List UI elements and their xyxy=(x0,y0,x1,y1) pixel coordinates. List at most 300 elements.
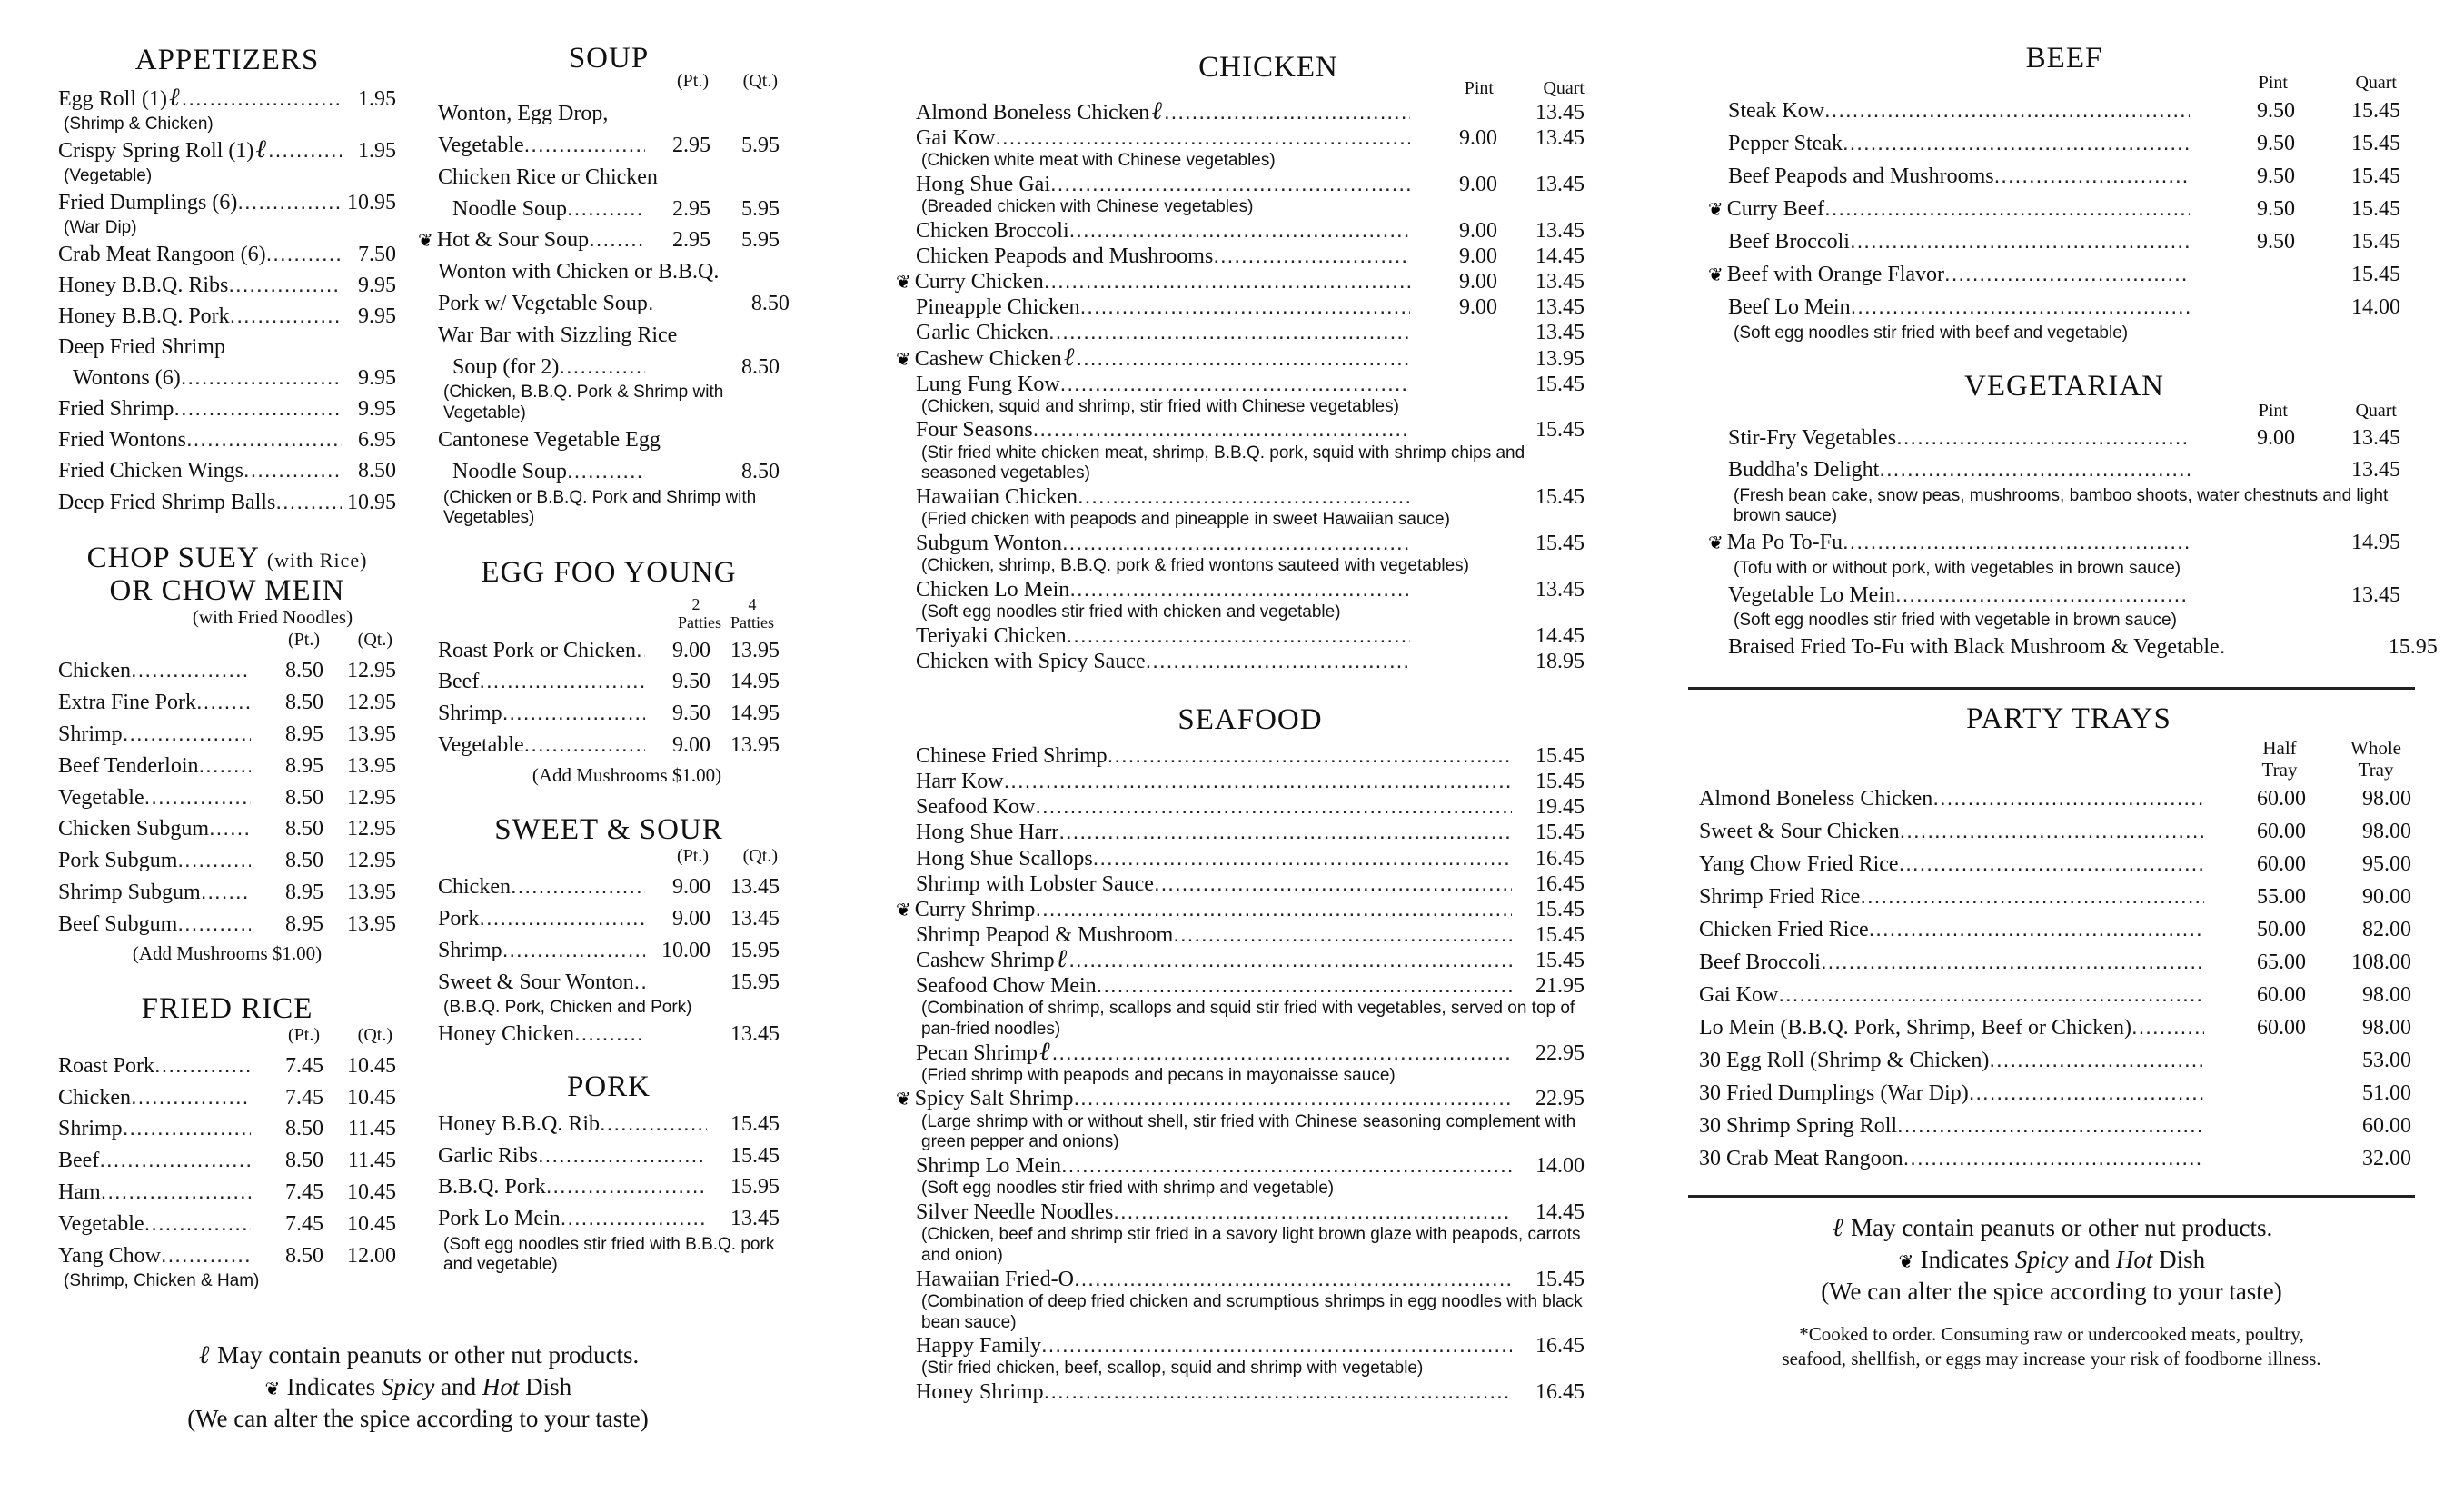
menu-item-row xyxy=(916,794,1585,820)
dot-leader xyxy=(201,877,251,909)
menu-item-row xyxy=(58,187,396,218)
menu-item-row xyxy=(1699,848,2411,881)
menu-item-price: 15.45 xyxy=(1535,948,1585,972)
menu-item xyxy=(58,135,396,187)
menu-item-description: (Soft egg noodles stir fried with shrimp and vegetable) xyxy=(921,1179,1335,1199)
menu-item xyxy=(1699,1110,2411,1142)
dot-leader xyxy=(1897,1110,2204,1142)
dot-leader xyxy=(1061,1153,1512,1179)
menu-item-name: Hong Shue Harr xyxy=(916,821,1059,845)
menu-item-row xyxy=(916,944,1585,973)
dot-leader xyxy=(243,455,342,486)
menu-item-price-small: 10.00 xyxy=(661,938,710,962)
menu-item-price-large: 98.00 xyxy=(2362,786,2411,811)
menu-item-row xyxy=(916,97,1585,126)
column-headers: (Pt.) (Qt.) xyxy=(288,1024,392,1045)
pepper-icon: ❦ xyxy=(896,1090,911,1110)
menu-item xyxy=(58,487,396,518)
menu-item-name: Honey Shrimp xyxy=(916,1380,1044,1405)
menu-item xyxy=(58,909,396,941)
menu-item-price-small: 2.95 xyxy=(672,196,710,221)
menu-item-price: 15.45 xyxy=(730,1112,780,1137)
menu-item xyxy=(916,743,1585,769)
menu-item xyxy=(1708,527,2400,579)
menu-item-price: 7.50 xyxy=(358,242,396,266)
menu-item-price-large: 13.45 xyxy=(1535,219,1585,244)
menu-item-price-large: 13.95 xyxy=(347,911,396,936)
menu-item-description: (Combination of shrimp, scallops and squid stir fried with vegetables, served on top of pan-fried noodles) xyxy=(921,999,1575,1039)
menu-item-price-large: 10.45 xyxy=(347,1053,396,1078)
dot-leader xyxy=(1069,577,1410,602)
menu-item-row xyxy=(916,846,1585,871)
dot-leader xyxy=(1824,193,2190,225)
menu-item xyxy=(916,577,1585,623)
menu-item-price-large: 13.45 xyxy=(730,1022,780,1047)
dot-leader xyxy=(1213,244,1410,269)
menu-item-row xyxy=(58,239,396,270)
menu-item-price: 16.45 xyxy=(1535,1380,1585,1405)
menu-item-name: Shrimp with Lobster Sauce xyxy=(916,871,1154,896)
menu-item-name: Wontons (6) xyxy=(73,366,181,391)
menu-item-price-large: 14.00 xyxy=(2351,295,2400,320)
menu-item-row xyxy=(1728,423,2400,454)
menu-item-price-large: 14.45 xyxy=(1535,623,1585,648)
menu-item-price: 15.95 xyxy=(730,1175,780,1199)
menu-item-row xyxy=(1708,258,2400,291)
menu-item xyxy=(58,1209,396,1240)
menu-item-name: Beef xyxy=(438,670,480,694)
dot-leader xyxy=(174,393,342,424)
menu-item-name: Spicy Salt Shrimp xyxy=(914,1087,1074,1111)
menu-item-name: Almond Boneless Chicken xyxy=(916,101,1150,125)
menu-item-description: (War Dip) xyxy=(64,218,137,238)
menu-item-price-large: 13.45 xyxy=(730,875,780,900)
menu-item-name: Vegetable xyxy=(438,134,524,158)
menu-item-name: Shrimp Subgum xyxy=(58,880,201,904)
menu-item-price-large: 15.95 xyxy=(2388,634,2438,659)
sweet-sour-section xyxy=(438,813,780,1050)
menu-item xyxy=(1728,160,2400,193)
menu-item-price-small: 9.00 xyxy=(1459,244,1497,269)
pepper-icon: ❦ xyxy=(896,900,911,921)
dot-leader xyxy=(1944,258,2190,291)
dot-leader xyxy=(199,751,252,782)
fried-rice-section xyxy=(58,992,396,1293)
menu-item xyxy=(1708,193,2400,225)
menu-item-price-large: 11.45 xyxy=(347,1117,396,1141)
menu-item-price-small: 7.45 xyxy=(285,1085,323,1110)
menu-item xyxy=(916,1333,1585,1379)
menu-item-name: Chicken with Spicy Sauce xyxy=(916,649,1146,673)
menu-item-row xyxy=(916,922,1585,948)
menu-item-name: Beef Broccoli xyxy=(1699,950,1821,974)
menu-item-price-large: 13.95 xyxy=(347,880,396,904)
menu-item-name: Fried Wontons xyxy=(58,428,186,453)
pepper-icon: ❦ xyxy=(418,231,433,252)
section-title: EGG FOO YOUNG xyxy=(481,556,737,590)
dot-leader xyxy=(1932,782,2204,815)
menu-item-price: 15.45 xyxy=(730,1143,780,1168)
menu-item-row xyxy=(58,1177,396,1209)
dot-leader xyxy=(230,301,342,332)
menu-item-name: Deep Fried Shrimp Balls xyxy=(58,490,276,514)
menu-item-name: Wonton, Egg Drop, xyxy=(438,102,609,126)
menu-item xyxy=(58,687,396,719)
soup-list xyxy=(418,98,790,529)
menu-item-name: Crab Meat Rangoon (6) xyxy=(58,242,266,266)
menu-item xyxy=(916,1379,1585,1405)
menu-item-row xyxy=(438,162,780,194)
menu-item-row xyxy=(1699,782,2411,815)
dot-leader xyxy=(1994,160,2190,193)
menu-item xyxy=(916,846,1585,871)
menu-item xyxy=(438,730,780,761)
menu-item-price-large: 12.95 xyxy=(347,659,396,683)
dot-leader xyxy=(1048,320,1410,345)
menu-item-price-large: 5.95 xyxy=(741,196,780,221)
menu-item-price-small: 8.50 xyxy=(285,1117,323,1141)
section-title: SOUP xyxy=(568,42,650,75)
dot-leader xyxy=(1052,1040,1512,1066)
dot-leader xyxy=(177,845,251,877)
dot-leader xyxy=(1903,1142,2204,1175)
menu-item-price: 9.95 xyxy=(358,304,396,329)
menu-item-row xyxy=(1728,95,2400,127)
menu-item xyxy=(438,352,780,424)
menu-item-name: Vegetable xyxy=(438,732,524,757)
menu-item-price-small: 65.00 xyxy=(2257,950,2306,974)
menu-item-price: 15.45 xyxy=(1535,821,1585,845)
menu-item xyxy=(916,794,1585,820)
menu-item-row xyxy=(438,194,780,225)
menu-item-price-small: 9.00 xyxy=(672,732,710,757)
dot-leader xyxy=(182,84,342,114)
menu-item-row xyxy=(916,1333,1585,1359)
column-headers: (Pt.) (Qt.) xyxy=(677,846,778,867)
menu-item xyxy=(916,623,1585,649)
menu-item-row xyxy=(438,352,780,383)
menu-item-price-small: 9.50 xyxy=(2257,132,2295,156)
chop-suey-list xyxy=(58,655,396,940)
menu-item xyxy=(58,751,396,782)
menu-item-price-small: 60.00 xyxy=(2257,819,2306,843)
menu-item-description: (Shrimp & Chicken) xyxy=(64,114,214,134)
menu-item-name: Chicken xyxy=(438,875,511,900)
menu-item-row xyxy=(438,424,780,456)
menu-item-row xyxy=(1699,1077,2411,1110)
menu-item-name: Curry Shrimp xyxy=(914,897,1036,921)
menu-item-row xyxy=(916,484,1585,510)
menu-item-name: Shrimp Fried Rice xyxy=(1699,884,1861,909)
menu-item xyxy=(58,655,396,687)
menu-item xyxy=(916,871,1585,897)
menu-item-row xyxy=(58,363,396,393)
menu-item-price-large: 14.95 xyxy=(2351,531,2400,555)
seafood-section xyxy=(896,702,1585,1405)
menu-item xyxy=(896,269,1585,294)
menu-item-price-large: 13.45 xyxy=(1535,173,1585,197)
menu-item-price-large: 15.45 xyxy=(2351,99,2400,124)
dot-leader xyxy=(600,1109,707,1140)
dot-leader xyxy=(2220,632,2227,662)
dot-leader xyxy=(511,871,645,903)
menu-item-name: Honey B.B.Q. Pork xyxy=(58,304,230,329)
menu-item xyxy=(438,1019,780,1050)
menu-item xyxy=(58,813,396,845)
menu-item xyxy=(1728,95,2400,127)
menu-item-row xyxy=(1699,815,2411,848)
menu-item-price-small: 7.45 xyxy=(285,1180,323,1205)
menu-item-row xyxy=(58,332,396,363)
menu-item-price: 15.45 xyxy=(1535,922,1585,947)
menu-item-row xyxy=(1708,193,2400,225)
menu-item xyxy=(916,1199,1585,1267)
egg-foo-young-list xyxy=(438,635,780,761)
dot-leader xyxy=(1869,913,2204,946)
menu-item-row xyxy=(1728,632,2438,663)
menu-item-row xyxy=(916,320,1585,345)
menu-item-price-large: 8.50 xyxy=(741,354,780,379)
menu-item xyxy=(58,1082,396,1114)
menu-item-name: Chicken Peapods and Mushrooms xyxy=(916,244,1214,269)
menu-item-price-small: 8.50 xyxy=(285,1149,323,1173)
nut-note: ℓ May contain peanuts or other nut products. xyxy=(198,1341,640,1369)
menu-item-description: (Shrimp, Chicken & Ham) xyxy=(64,1271,260,1291)
menu-item-name: Buddha's Delight xyxy=(1728,457,1880,482)
dot-leader xyxy=(1074,1267,1512,1292)
menu-item xyxy=(916,1037,1585,1087)
menu-item-row xyxy=(58,1050,396,1082)
menu-item-price-large: 13.45 xyxy=(2351,582,2400,607)
menu-item-price-large: 82.00 xyxy=(2362,917,2411,941)
menu-item-name: 30 Fried Dumplings (War Dip) xyxy=(1699,1080,1969,1105)
menu-item-price-large: 12.95 xyxy=(347,691,396,715)
menu-item-row xyxy=(438,935,780,967)
menu-item xyxy=(58,187,396,239)
menu-item-price-small: 60.00 xyxy=(2257,1015,2306,1040)
menu-item-price-small: 60.00 xyxy=(2257,982,2306,1007)
menu-item xyxy=(58,84,396,135)
menu-item xyxy=(58,877,396,909)
menu-item-name: Honey B.B.Q. Ribs xyxy=(58,274,229,297)
menu-item-price: 15.45 xyxy=(1535,770,1585,794)
menu-item xyxy=(1699,815,2411,848)
menu-item xyxy=(1699,782,2411,815)
menu-item-price: 9.95 xyxy=(358,397,396,422)
menu-item-row xyxy=(438,1140,780,1172)
menu-item xyxy=(438,698,780,730)
menu-item-price-small: 60.00 xyxy=(2257,786,2306,811)
dot-leader xyxy=(1076,346,1410,372)
menu-item-name: Shrimp xyxy=(438,702,502,726)
menu-item-row xyxy=(58,1145,396,1177)
menu-item-price-small: 8.50 xyxy=(285,1243,323,1268)
fried-rice-list xyxy=(58,1050,396,1292)
menu-item-price-large: 12.95 xyxy=(347,785,396,810)
menu-item-row xyxy=(916,1267,1585,1292)
menu-item-name: Curry Beef xyxy=(1726,197,1825,222)
beef-list xyxy=(1708,95,2400,344)
dot-leader xyxy=(634,967,645,999)
menu-item-price-small: 8.95 xyxy=(285,880,323,904)
dot-leader xyxy=(1146,649,1410,674)
menu-item-price-small: 9.00 xyxy=(1459,270,1497,294)
menu-item-price-large: 13.95 xyxy=(347,722,396,746)
menu-item-name: Ma Po To-Fu xyxy=(1726,531,1843,555)
menu-item-row xyxy=(58,301,396,332)
dot-leader xyxy=(1073,1086,1512,1111)
menu-item-name: Fried Chicken Wings xyxy=(58,459,243,483)
menu-item xyxy=(1699,1142,2411,1175)
menu-item xyxy=(438,871,780,903)
menu-item-row xyxy=(438,1171,780,1203)
menu-item-description: (Fried chicken with peapods and pineapple in sweet Hawaiian sauce) xyxy=(921,510,1450,530)
beef-section xyxy=(1688,42,2415,344)
menu-item xyxy=(916,649,1585,674)
menu-item-price-large: 14.95 xyxy=(730,702,780,726)
menu-item-price-small: 60.00 xyxy=(2257,851,2306,876)
dot-leader xyxy=(561,1203,707,1234)
dot-leader xyxy=(1097,973,1512,999)
dot-leader xyxy=(524,130,645,162)
menu-item-name: 30 Crab Meat Rangoon xyxy=(1699,1146,1903,1170)
menu-item-price: 16.45 xyxy=(1535,846,1585,871)
menu-item-row xyxy=(1728,291,2400,323)
dot-leader xyxy=(1080,294,1410,320)
dot-leader xyxy=(131,655,251,687)
menu-item xyxy=(916,769,1585,794)
menu-item-name: Chicken xyxy=(58,1085,131,1110)
menu-item-description: (Chicken, shrimp, B.B.Q. pork & fried wontons sauteed with vegetables) xyxy=(921,556,1469,576)
menu-item-description: (Chicken, squid and shrimp, stir fried with Chinese vegetables) xyxy=(921,396,1399,416)
menu-item-description: (Chicken, beef and shrimp stir fried in a savory light brown glaze with peapods, carrots and onion) xyxy=(921,1225,1581,1265)
menu-item-price-small: 9.00 xyxy=(1459,173,1497,197)
column-headers: (Pt.) (Qt.) xyxy=(677,71,778,92)
menu-item-price-large: 15.45 xyxy=(1535,372,1585,396)
menu-item-description: (Breaded chicken with Chinese vegetables) xyxy=(921,197,1254,217)
menu-item-name: Harr Kow xyxy=(916,770,1004,794)
menu-item xyxy=(438,903,780,935)
menu-item-row xyxy=(58,751,396,782)
column-headers: Pint Quart xyxy=(2258,73,2397,94)
pepper-icon: ❦ xyxy=(1708,265,1724,286)
menu-item-row xyxy=(1699,946,2411,979)
menu-item-description: (Combination of deep fried chicken and scrumptious shrimps in egg noodles with black bean sauce) xyxy=(921,1291,1583,1332)
menu-item-name: Sweet & Sour Wonton xyxy=(438,970,634,994)
menu-item-row xyxy=(58,424,396,455)
menu-item-price-large: 60.00 xyxy=(2362,1113,2411,1138)
dot-leader xyxy=(1068,948,1512,973)
dot-leader xyxy=(268,135,342,166)
menu-item xyxy=(438,967,780,1020)
menu-item-price: 16.45 xyxy=(1535,1334,1585,1359)
menu-item-price-large: 10.45 xyxy=(347,1180,396,1205)
menu-item-price-large: 15.45 xyxy=(2351,132,2400,156)
menu-item xyxy=(1699,848,2411,881)
menu-item xyxy=(1708,258,2400,291)
menu-item-row xyxy=(916,244,1585,269)
menu-item-price: 8.50 xyxy=(358,459,396,483)
menu-item-name: Seafood Kow xyxy=(916,795,1036,820)
menu-item-name: Pork xyxy=(438,906,480,931)
menu-item-price-large: 10.45 xyxy=(347,1085,396,1110)
chicken-list xyxy=(896,97,1585,674)
menu-item xyxy=(58,1240,396,1293)
party-trays-list xyxy=(1699,782,2411,1175)
menu-item-name: Beef xyxy=(58,1149,100,1173)
menu-item-name: Crispy Spring Roll (1) xyxy=(58,139,254,164)
menu-item-description: (Soft egg noodles stir fried with vegetable in brown sauce) xyxy=(1734,611,2177,631)
menu-item-name: Vegetable xyxy=(58,1211,144,1236)
menu-item-name: B.B.Q. Pork xyxy=(438,1175,546,1199)
menu-item-row xyxy=(438,871,780,903)
menu-item-price-small: 9.50 xyxy=(2257,197,2295,222)
menu-item xyxy=(916,294,1585,320)
menu-item-price-large: 10.45 xyxy=(347,1211,396,1236)
menu-item-name: Shrimp Peapod & Mushroom xyxy=(916,922,1174,947)
menu-item-row xyxy=(916,1153,1585,1179)
menu-item-price-large: 15.45 xyxy=(2351,164,2400,189)
menu-item xyxy=(438,456,780,529)
column-headers: Pint Quart xyxy=(1464,78,1585,99)
menu-item-name: Curry Chicken xyxy=(914,270,1044,294)
menu-item-name: Shrimp xyxy=(438,938,502,962)
menu-item-price-small: 8.50 xyxy=(285,691,323,715)
menu-item-price-small: 9.50 xyxy=(2257,164,2295,189)
menu-item xyxy=(1699,946,2411,979)
menu-item-row xyxy=(1699,1044,2411,1077)
menu-item-name: Ham xyxy=(58,1180,101,1205)
menu-item xyxy=(916,820,1585,845)
menu-item-price-large: 15.95 xyxy=(730,938,780,962)
dot-leader xyxy=(131,1082,251,1114)
menu-item-row xyxy=(916,623,1585,649)
pepper-icon: ❦ xyxy=(1708,533,1724,554)
menu-item-price: 22.95 xyxy=(1535,1087,1585,1111)
dot-leader xyxy=(144,782,251,814)
menu-item-description: (Chicken, B.B.Q. Pork & Shrimp with Vegetable) xyxy=(443,383,724,423)
menu-item-price-large: 18.95 xyxy=(1535,649,1585,673)
menu-item-price: 1.95 xyxy=(358,139,396,164)
menu-item-name: Teriyaki Chicken xyxy=(916,623,1067,648)
menu-item-row xyxy=(1699,1142,2411,1175)
menu-item-row xyxy=(418,224,780,256)
menu-item-price-large: 13.45 xyxy=(1535,126,1585,151)
dot-leader xyxy=(524,730,645,761)
dot-leader xyxy=(1164,100,1410,125)
menu-item xyxy=(1699,1011,2411,1044)
menu-item-name: Gai Kow xyxy=(916,126,996,151)
menu-item-price: 13.45 xyxy=(730,1206,780,1230)
dot-leader xyxy=(209,813,251,845)
section-title-2: OR CHOW MEIN xyxy=(109,573,345,607)
dot-leader xyxy=(636,635,645,667)
menu-item-row xyxy=(1728,580,2400,612)
dot-leader xyxy=(559,352,645,383)
menu-item-price-large: 108.00 xyxy=(2351,950,2411,974)
menu-item-row xyxy=(1699,913,2411,946)
menu-item-row xyxy=(916,820,1585,845)
menu-item xyxy=(438,1109,780,1140)
menu-item-row xyxy=(896,1086,1585,1111)
dot-leader xyxy=(1989,1044,2204,1077)
menu-item-row xyxy=(916,294,1585,320)
section-title: APPETIZERS xyxy=(134,44,320,76)
egg-foo-young-section xyxy=(438,556,780,786)
menu-item xyxy=(1728,580,2400,632)
pepper-icon: ❦ xyxy=(1708,200,1724,221)
menu-item xyxy=(438,98,780,130)
